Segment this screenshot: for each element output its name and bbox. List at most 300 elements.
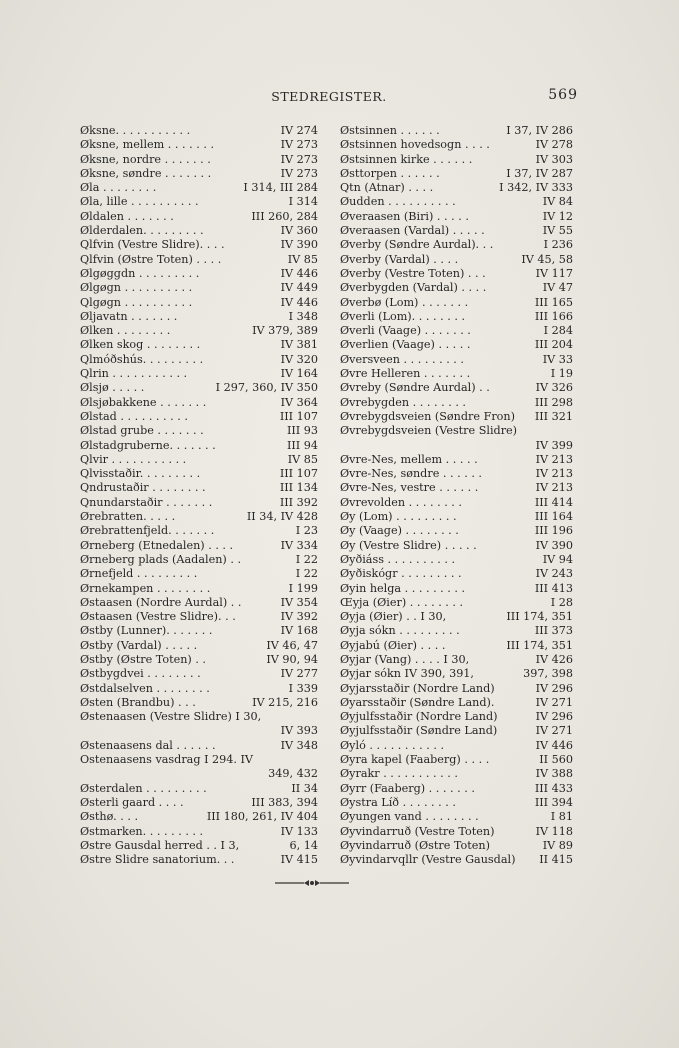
- index-entry: [340, 596, 573, 610]
- index-entry: [340, 553, 573, 567]
- index-entry: [80, 481, 318, 495]
- index-entry: [80, 338, 318, 352]
- entry-reference: IV 243: [535, 567, 573, 581]
- index-entry: [340, 210, 573, 224]
- entry-name: Øvre-Nes, vestre . . . . . .: [340, 481, 479, 495]
- entry-reference: I 236: [543, 238, 573, 252]
- entry-reference: IV 449: [280, 281, 318, 295]
- index-entry: [80, 767, 318, 781]
- index-entry: [340, 238, 573, 252]
- end-ornament: [275, 877, 349, 889]
- entry-name: Ølstad grube . . . . . . .: [80, 424, 204, 438]
- entry-name: Østbygdvei . . . . . . . .: [80, 667, 201, 681]
- index-entry: [340, 453, 573, 467]
- entry-reference: I 314: [288, 195, 318, 209]
- index-entry: [80, 424, 318, 438]
- entry-reference: IV 271: [535, 724, 573, 738]
- entry-name: Øverli (Vaage) . . . . . . .: [340, 324, 471, 338]
- index-entry: [80, 281, 318, 295]
- index-entry: [340, 782, 573, 796]
- entry-name: Østtorpen . . . . . .: [340, 166, 440, 180]
- entry-name: Øldalen . . . . . . .: [80, 209, 174, 223]
- index-entry: [340, 253, 573, 267]
- entry-name: Østen (Brandbu) . . .: [80, 695, 196, 709]
- entry-name: Øksne, mellem . . . . . . .: [80, 138, 215, 152]
- entry-name: Øyin helga . . . . . . . . .: [340, 581, 466, 595]
- index-entry: [80, 667, 318, 681]
- index-entry: [80, 195, 318, 209]
- entry-name: Øla, lille . . . . . . . . . .: [80, 195, 199, 209]
- entry-reference: III 134: [279, 481, 318, 495]
- entry-name: Øyvindarruð (Østre Toten): [340, 838, 490, 852]
- entry-name: Øvre Helleren . . . . . . .: [340, 367, 471, 381]
- entry-reference: IV 118: [535, 824, 573, 838]
- index-entry: [340, 338, 573, 352]
- entry-reference: IV 274: [280, 124, 318, 137]
- entry-name: Øvrebygdsveien (Søndre Fron): [340, 409, 515, 423]
- entry-reference: III 383, 394: [251, 795, 318, 809]
- index-entry: [80, 439, 318, 453]
- index-entry: [340, 410, 573, 424]
- index-entry: [340, 467, 573, 481]
- entry-name: Østaasen (Nordre Aurdal) . .: [80, 595, 242, 609]
- index-entry: [340, 810, 573, 824]
- index-entry: [340, 724, 573, 738]
- index-entry: [80, 310, 318, 324]
- entry-reference: I 23: [295, 524, 318, 538]
- index-entry: [340, 739, 573, 753]
- entry-name: Østenaasens dal . . . . . .: [80, 738, 216, 752]
- entry-reference: IV 390: [535, 538, 573, 552]
- entry-reference: III 392: [279, 495, 318, 509]
- index-entry: [80, 453, 318, 467]
- index-entry: [340, 381, 573, 395]
- entry-name: Ølken . . . . . . . .: [80, 324, 171, 338]
- entry-name: Øyvindarvqllr (Vestre Gausdal): [340, 853, 516, 867]
- entry-name: Øverby (Vestre Toten) . . .: [340, 266, 486, 280]
- entry-name: Øyungen vand . . . . . . . .: [340, 810, 479, 824]
- entry-reference: IV 213: [535, 481, 573, 495]
- entry-name: Øyjulfsstaðir (Søndre Land): [340, 724, 498, 738]
- index-entry: [340, 796, 573, 810]
- entry-reference: IV 12: [542, 209, 573, 223]
- index-entry: [80, 553, 318, 567]
- entry-name: Ørneberg plads (Aadalen) . .: [80, 552, 242, 566]
- entry-name: Øyarsstaðir (Søndre Land).: [340, 695, 495, 709]
- entry-reference: IV 273: [280, 138, 318, 152]
- index-entry: [80, 782, 318, 796]
- entry-name: Øvre-Nes, mellem . . . . .: [340, 452, 478, 466]
- entry-name: Qlmóðshús. . . . . . . . .: [80, 352, 204, 366]
- index-entry: [80, 724, 318, 738]
- index-entry: [80, 653, 318, 667]
- entry-name: Øla . . . . . . . .: [80, 181, 157, 195]
- index-entry: [80, 238, 318, 252]
- entry-name: Øyjabú (Øier) . . . .: [340, 638, 446, 652]
- entry-reference: IV 213: [535, 452, 573, 466]
- index-entry: [340, 396, 573, 410]
- entry-reference: II 34: [291, 781, 318, 795]
- entry-reference: IV 47: [542, 281, 573, 295]
- index-entry: [80, 582, 318, 596]
- entry-name: Øyja (Øier) . . I 30,: [340, 610, 447, 624]
- entry-reference: 349, 432: [268, 767, 318, 781]
- entry-reference: I 37, IV 287: [506, 166, 573, 180]
- entry-reference: I 297, 360, IV 350: [215, 381, 318, 395]
- entry-reference: IV 94: [542, 552, 573, 566]
- index-entry: [340, 624, 573, 638]
- entry-name: Ørebrattenfjeld. . . . . . .: [80, 524, 215, 538]
- index-entry: [80, 496, 318, 510]
- entry-reference: III 414: [534, 495, 573, 509]
- index-column-left: [80, 124, 318, 867]
- index-entry: [80, 696, 318, 710]
- entry-reference: IV 55: [542, 224, 573, 238]
- index-entry: [340, 324, 573, 338]
- entry-reference: IV 388: [535, 767, 573, 781]
- entry-reference: IV 117: [535, 266, 573, 280]
- index-entry: [80, 224, 318, 238]
- entry-reference: IV 33: [542, 352, 573, 366]
- entry-reference: II 34, IV 428: [246, 510, 318, 524]
- index-entry: [340, 439, 573, 453]
- index-entry: [340, 610, 573, 624]
- index-entry: [80, 624, 318, 638]
- entry-reference: IV 84: [542, 195, 573, 209]
- entry-reference: IV 296: [535, 681, 573, 695]
- entry-reference: II 560: [539, 753, 573, 767]
- index-entry: [80, 410, 318, 424]
- entry-reference: IV 273: [280, 166, 318, 180]
- entry-name: Øyjarsstaðir (Nordre Land): [340, 681, 495, 695]
- entry-reference: III 298: [534, 395, 573, 409]
- page-header: [80, 89, 578, 109]
- entry-name: Øverlien (Vaage) . . . . .: [340, 338, 471, 352]
- index-entry: [340, 682, 573, 696]
- entry-name: Ørebratten. . . . .: [80, 510, 176, 524]
- entry-name: Østerli gaard . . . .: [80, 795, 184, 809]
- entry-name: Qlgøgn . . . . . . . . . .: [80, 295, 193, 309]
- index-entry: [80, 710, 318, 724]
- index-entry: [80, 524, 318, 538]
- index-entry: [340, 124, 573, 138]
- index-entry: [340, 267, 573, 281]
- entry-reference: IV 168: [280, 624, 318, 638]
- entry-name: Øyrakr . . . . . . . . . . .: [340, 767, 458, 781]
- index-entry: [80, 810, 318, 824]
- entry-reference: IV 348: [280, 738, 318, 752]
- entry-reference: IV 446: [280, 266, 318, 280]
- entry-reference: I 81: [550, 810, 573, 824]
- entry-name: Øy (Lom) . . . . . . . . .: [340, 510, 457, 524]
- entry-reference: IV 320: [280, 352, 318, 366]
- entry-reference: II 415: [539, 853, 573, 867]
- entry-name: Øvre-Nes, søndre . . . . . .: [340, 467, 482, 481]
- entry-name: Østre Gausdal herred . . I 3,: [80, 838, 240, 852]
- entry-reference: IV 415: [280, 853, 318, 867]
- entry-name: Østhø. . . .: [80, 810, 139, 824]
- index-entry: [340, 753, 573, 767]
- entry-name: Østby (Vardal) . . . . .: [80, 638, 198, 652]
- entry-reference: IV 45, 58: [521, 252, 573, 266]
- index-entry: [80, 610, 318, 624]
- index-entry: [80, 739, 318, 753]
- index-entry: [80, 467, 318, 481]
- entry-name: Østby (Lunner). . . . . . .: [80, 624, 213, 638]
- entry-reference: III 164: [534, 510, 573, 524]
- entry-name: Qndrustaðir . . . . . . . .: [80, 481, 206, 495]
- entry-reference: I 348: [288, 309, 318, 323]
- entry-reference: I 28: [550, 595, 573, 609]
- entry-reference: IV 277: [280, 667, 318, 681]
- entry-reference: IV 89: [542, 838, 573, 852]
- entry-name: Østaasen (Vestre Slidre). . .: [80, 610, 236, 624]
- entry-reference: I 339: [288, 681, 318, 695]
- entry-name: Øyvindarruð (Vestre Toten): [340, 824, 495, 838]
- entry-name: Qlvir . . . . . . . . . . .: [80, 452, 187, 466]
- entry-reference: IV 296: [535, 710, 573, 724]
- entry-name: Østre Slidre sanatorium. . .: [80, 853, 235, 867]
- entry-reference: III 196: [534, 524, 573, 538]
- index-entry: [340, 281, 573, 295]
- index-entry: [340, 310, 573, 324]
- index-entry: [80, 267, 318, 281]
- entry-reference: III 204: [534, 338, 573, 352]
- entry-reference: III 165: [534, 295, 573, 309]
- entry-reference: III 180, 261, IV 404: [206, 810, 318, 824]
- entry-name: Ølgøgn . . . . . . . . . .: [80, 281, 193, 295]
- entry-name: Qlvisstaðir. . . . . . . . .: [80, 467, 201, 481]
- entry-reference: III 260, 284: [251, 209, 318, 223]
- entry-reference: IV 334: [280, 538, 318, 552]
- index-entry: [340, 353, 573, 367]
- entry-name: Øy (Vaage) . . . . . . . .: [340, 524, 459, 538]
- entry-reference: I 22: [295, 567, 318, 581]
- entry-name: Øverbygden (Vardal) . . . .: [340, 281, 487, 295]
- entry-reference: I 199: [288, 581, 318, 595]
- index-entry: [340, 167, 573, 181]
- entry-reference: IV 326: [535, 381, 573, 395]
- entry-name: Øudden . . . . . . . . . .: [340, 195, 456, 209]
- entry-name: Østmarken. . . . . . . . .: [80, 824, 204, 838]
- entry-name: Øksne, søndre . . . . . . .: [80, 166, 212, 180]
- entry-name: Øveraasen (Vardal) . . . . .: [340, 224, 485, 238]
- index-entry: [80, 381, 318, 395]
- entry-name: Øvreby (Søndre Aurdal) . .: [340, 381, 490, 395]
- index-entry: [80, 396, 318, 410]
- entry-name: Øyra kapel (Faaberg) . . . .: [340, 753, 490, 767]
- index-entry: [340, 710, 573, 724]
- index-entry: [80, 510, 318, 524]
- entry-name: Øveraasen (Biri) . . . . .: [340, 209, 469, 223]
- entry-reference: I 342, IV 333: [499, 181, 573, 195]
- index-entry: [80, 253, 318, 267]
- entry-reference: IV 133: [280, 824, 318, 838]
- entry-name: Ølderdalen. . . . . . . . .: [80, 224, 204, 238]
- entry-name: Ølstadgruberne. . . . . . .: [80, 438, 216, 452]
- entry-reference: 6, 14: [289, 838, 318, 852]
- index-entry: [340, 224, 573, 238]
- entry-reference: III 174, 351: [506, 638, 573, 652]
- entry-name: Østby (Østre Toten) . .: [80, 652, 206, 666]
- index-entry: [80, 353, 318, 367]
- index-entry: [80, 138, 318, 152]
- entry-reference: I 19: [550, 367, 573, 381]
- entry-name: Øversveen . . . . . . . . .: [340, 352, 464, 366]
- index-entry: [340, 853, 573, 867]
- index-entry: [340, 296, 573, 310]
- entry-reference: IV 381: [280, 338, 318, 352]
- entry-name: Øverli (Lom). . . . . . . .: [340, 309, 466, 323]
- entry-name: Øyjar sókn IV 390, 391,: [340, 667, 474, 681]
- entry-name: Øystra Líð . . . . . . . .: [340, 795, 456, 809]
- index-entry: [340, 653, 573, 667]
- index-entry: [80, 210, 318, 224]
- entry-reference: IV 90, 94: [266, 652, 318, 666]
- index-entry: [340, 839, 573, 853]
- index-entry: [340, 424, 573, 438]
- entry-reference: III 321: [534, 409, 573, 423]
- entry-name: Øksne, nordre . . . . . . .: [80, 152, 211, 166]
- entry-reference: IV 85: [287, 452, 318, 466]
- entry-name: Øljavatn . . . . . . .: [80, 309, 178, 323]
- entry-name: Qlfvin (Vestre Slidre). . . .: [80, 238, 225, 252]
- entry-reference: IV 278: [535, 138, 573, 152]
- entry-reference: I 284: [543, 324, 573, 338]
- index-entry: [340, 195, 573, 209]
- entry-name: Øyðiáss . . . . . . . . . .: [340, 552, 456, 566]
- entry-reference: IV 354: [280, 595, 318, 609]
- index-entry: [340, 639, 573, 653]
- entry-name: Øyja sókn . . . . . . . . .: [340, 624, 460, 638]
- entry-reference: III 394: [534, 795, 573, 809]
- entry-reference: IV 46, 47: [266, 638, 318, 652]
- index-entry: [80, 181, 318, 195]
- entry-reference: IV 164: [280, 367, 318, 381]
- index-entry: [80, 825, 318, 839]
- entry-name: Ørnekampen . . . . . . . .: [80, 581, 211, 595]
- entry-reference: III 94: [286, 438, 318, 452]
- entry-name: Qtn (Atnar) . . . .: [340, 181, 434, 195]
- entry-name: Øverby (Vardal) . . . .: [340, 252, 459, 266]
- index-entry: [80, 124, 318, 138]
- index-entry: [340, 524, 573, 538]
- entry-reference: III 107: [279, 467, 318, 481]
- entry-reference: IV 399: [535, 438, 573, 452]
- index-entry: [80, 153, 318, 167]
- entry-reference: 397, 398: [523, 667, 573, 681]
- entry-reference: IV 392: [280, 610, 318, 624]
- page-number: 569: [548, 87, 578, 103]
- entry-reference: IV 446: [535, 738, 573, 752]
- index-entry: [80, 596, 318, 610]
- entry-reference: IV 390: [280, 238, 318, 252]
- entry-name: Østsinnen kirke . . . . . .: [340, 152, 473, 166]
- entry-name: Øverbø (Lom) . . . . . . .: [340, 295, 469, 309]
- index-entry: [340, 138, 573, 152]
- entry-name: Qlfvin (Østre Toten) . . . .: [80, 252, 222, 266]
- entry-name: Øvrebygden . . . . . . . .: [340, 395, 466, 409]
- index-entry: [340, 767, 573, 781]
- entry-reference: III 107: [279, 409, 318, 423]
- entry-name: Qlrin . . . . . . . . . . .: [80, 367, 188, 381]
- entry-reference: I 314, III 284: [243, 181, 318, 195]
- entry-name: Øyló . . . . . . . . . . .: [340, 738, 445, 752]
- index-entry: [80, 753, 318, 767]
- index-entry: [340, 696, 573, 710]
- entry-name: Østsinnen hovedsogn . . . .: [340, 138, 490, 152]
- entry-reference: III 93: [286, 424, 318, 438]
- index-entry: [340, 667, 573, 681]
- index-entry: [340, 181, 573, 195]
- index-entry: [80, 682, 318, 696]
- entry-name: Øy (Vestre Slidre) . . . . .: [340, 538, 477, 552]
- entry-name: Qnundarstaðir . . . . . . .: [80, 495, 213, 509]
- entry-reference: IV 271: [535, 695, 573, 709]
- entry-name: Østenaasen (Vestre Slidre) I 30,: [80, 710, 262, 724]
- index-entry: [340, 567, 573, 581]
- entry-name: Ørneberg (Etnedalen) . . . .: [80, 538, 234, 552]
- entry-reference: III 166: [534, 309, 573, 323]
- index-entry: [340, 510, 573, 524]
- entry-reference: I 22: [295, 552, 318, 566]
- entry-name: Ølsjø . . . . .: [80, 381, 145, 395]
- entry-reference: IV 379, 389: [252, 324, 318, 338]
- entry-name: Øyjulfsstaðir (Nordre Land): [340, 710, 498, 724]
- index-entry: [340, 539, 573, 553]
- entry-reference: III 174, 351: [506, 610, 573, 624]
- index-entry: [340, 153, 573, 167]
- index-column-right: [340, 124, 573, 867]
- index-entry: [80, 367, 318, 381]
- index-entry: [80, 324, 318, 338]
- entry-name: Øverby (Søndre Aurdal). . .: [340, 238, 494, 252]
- entry-reference: IV 446: [280, 295, 318, 309]
- index-entry: [80, 567, 318, 581]
- entry-name: Øvrevolden . . . . . . . .: [340, 495, 462, 509]
- index-entry: [340, 481, 573, 495]
- index-entry: [80, 839, 318, 853]
- entry-reference: IV 273: [280, 152, 318, 166]
- index-entry: [80, 639, 318, 653]
- entry-reference: IV 393: [280, 724, 318, 738]
- entry-name: Ølken skog . . . . . . . .: [80, 338, 201, 352]
- index-entry: [80, 296, 318, 310]
- entry-name: Øyjar (Vang) . . . . I 30,: [340, 652, 470, 666]
- entry-reference: IV 85: [287, 252, 318, 266]
- entry-name: Østerdalen . . . . . . . . .: [80, 781, 207, 795]
- index-entry: [80, 853, 318, 867]
- index-entry: [340, 582, 573, 596]
- index-entry: [80, 167, 318, 181]
- entry-name: Østdalselven . . . . . . . .: [80, 681, 210, 695]
- entry-reference: IV 360: [280, 224, 318, 238]
- entry-reference: IV 215, 216: [252, 695, 318, 709]
- entry-name: Ølsjøbakkene . . . . . . .: [80, 395, 207, 409]
- entry-name: Øyðiskógr . . . . . . . . .: [340, 567, 462, 581]
- entry-reference: IV 303: [535, 152, 573, 166]
- index-entry: [340, 825, 573, 839]
- entry-reference: IV 213: [535, 467, 573, 481]
- entry-reference: III 373: [534, 624, 573, 638]
- index-entry: [340, 367, 573, 381]
- entry-reference: IV 364: [280, 395, 318, 409]
- entry-reference: III 413: [534, 581, 573, 595]
- entry-reference: IV 426: [535, 652, 573, 666]
- entry-name: Øvrebygdsveien (Vestre Slidre): [340, 424, 518, 438]
- index-entry: [340, 496, 573, 510]
- entry-reference: I 37, IV 286: [506, 124, 573, 137]
